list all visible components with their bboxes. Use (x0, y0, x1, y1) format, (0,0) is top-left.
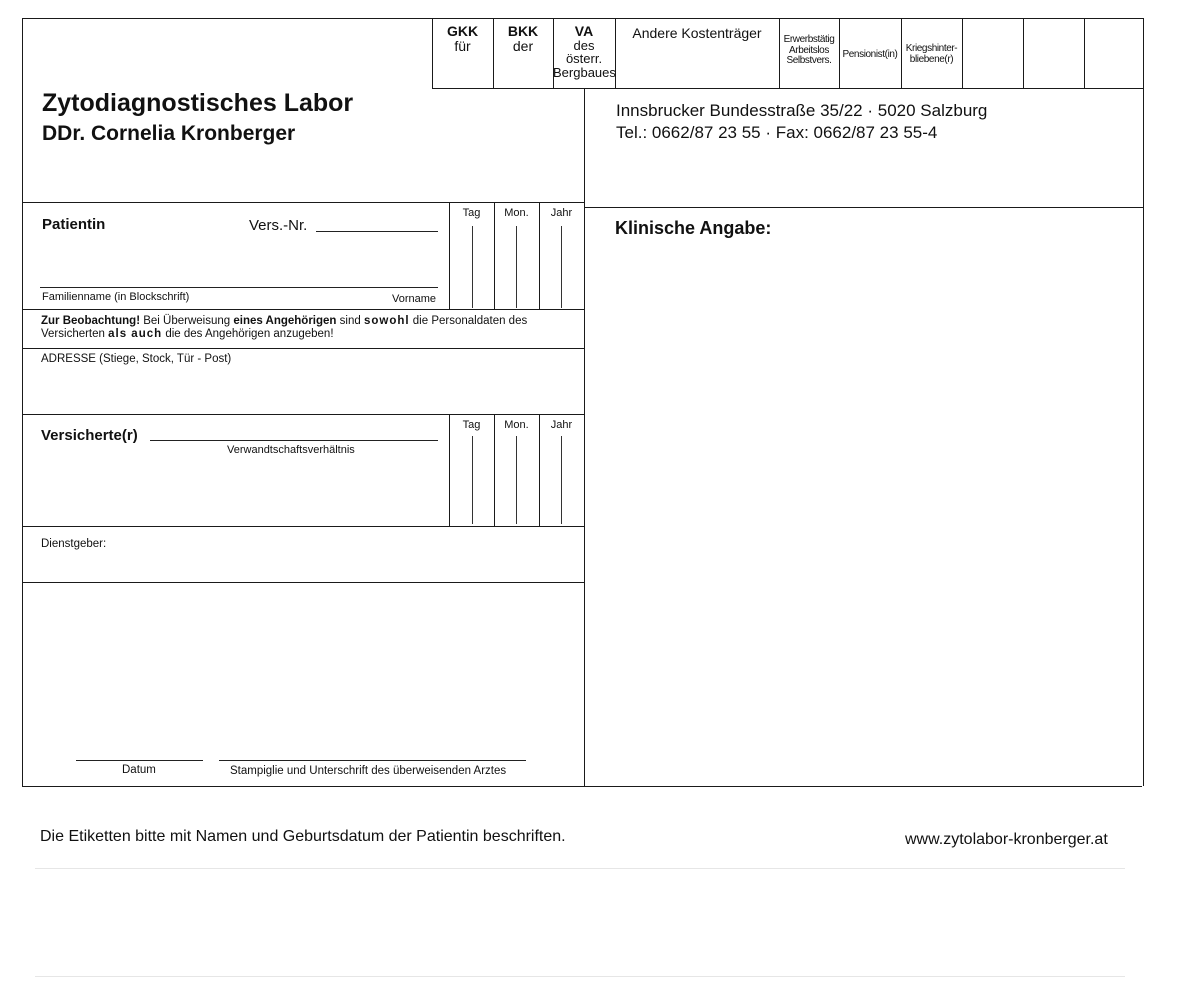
notice-b2: sowohl (363, 315, 410, 327)
dienstgeber-label: Dienstgeber: (41, 538, 107, 550)
vorname-label: Vorname (392, 293, 437, 305)
clinical-input-area[interactable] (590, 245, 1138, 781)
versicherte-birth-jahr-field[interactable] (540, 434, 584, 525)
lab-contact: Tel.: 0662/87 23 55 · Fax: 0662/87 23 55-4 (616, 123, 938, 142)
patient-birth-jahr-field[interactable] (540, 224, 584, 309)
versicherte-date-jahr-header: Jahr (550, 419, 573, 431)
notice-prefix: Zur Beobachtung! (41, 315, 141, 327)
notice-t2: sind (336, 315, 364, 327)
stamp-signature-field[interactable] (219, 760, 526, 761)
va-label: VA (574, 23, 594, 39)
coverage-andere[interactable] (615, 26, 779, 41)
footer-website[interactable]: www.zytolabor-kronberger.at (905, 831, 1108, 848)
coverage-empty-1[interactable] (962, 18, 1023, 88)
coverage-erwerbstaetig[interactable] (779, 35, 839, 67)
adresse-label: ADRESSE (Stiege, Stock, Tür - Post) (41, 353, 232, 365)
familienname-label: Familienname (in Blockschrift) (42, 291, 190, 303)
va-line2: des (573, 37, 595, 53)
coverage-gkk[interactable] (432, 24, 493, 53)
patient-date-mon-header: Mon. (504, 207, 529, 219)
krieg-line2: bliebene(r) (909, 53, 954, 65)
versicherte-heading: Versicherte(r) (41, 427, 138, 444)
bkk-sub: der (512, 37, 534, 54)
patient-heading: Patientin (42, 216, 106, 233)
coverage-krieg[interactable] (901, 44, 962, 65)
versicherte-relation-field[interactable] (150, 440, 438, 441)
lab-address: Innsbrucker Bundesstraße 35/22 · 5020 Salzburg (616, 101, 988, 120)
relation-label: Verwandtschaftsverhältnis (227, 444, 355, 456)
gkk-sub: für (454, 37, 471, 54)
lab-doctor: DDr. Cornelia Kronberger (42, 122, 296, 145)
erwerb-line1: Erwerbstätig (783, 34, 835, 45)
patient-birth-tag-field[interactable] (450, 224, 494, 309)
erwerb-line3: Selbstvers. (786, 55, 832, 66)
label-perforation-bottom (35, 976, 1125, 977)
notice-t3: die Personaldaten des Versicherten (41, 315, 528, 340)
patient-name-field[interactable] (40, 287, 438, 288)
dienstgeber-field[interactable] (110, 530, 580, 578)
patient-birth-mon-field[interactable] (495, 224, 539, 309)
footer-note: Die Etiketten bitte mit Namen und Geburtsdatum der Patientin beschriften. (40, 828, 566, 845)
notice-t1: Bei Überweisung (140, 315, 234, 327)
label-perforation-top (35, 868, 1125, 869)
erwerb-line2: Arbeitslos (789, 44, 829, 56)
versicherte-date-mon-header: Mon. (504, 419, 529, 431)
pensionist-label: Pensionist(in) (842, 49, 898, 60)
adresse-field[interactable] (24, 368, 583, 413)
va-line4: Bergbaues (553, 64, 616, 80)
vers-nr-label: Vers.-Nr. (249, 217, 308, 234)
coverage-bkk[interactable] (493, 24, 553, 53)
notice-b3: als auch (108, 328, 163, 340)
datum-field[interactable] (76, 760, 203, 761)
patient-date-jahr-header: Jahr (550, 207, 573, 219)
notice-text (41, 315, 571, 341)
vers-nr-field[interactable] (316, 231, 438, 232)
coverage-empty-2[interactable] (1023, 18, 1084, 88)
datum-label: Datum (122, 764, 156, 776)
versicherte-birth-mon-field[interactable] (495, 434, 539, 525)
clinical-heading: Klinische Angabe: (615, 218, 772, 238)
bkk-label: BKK (507, 23, 539, 39)
coverage-pensionist[interactable] (839, 50, 901, 61)
coverage-va[interactable] (553, 24, 615, 80)
notice-b1: eines Angehörigen (233, 315, 337, 327)
andere-label: Andere Kostenträger (632, 25, 762, 41)
stamp-label: Stampiglie und Unterschrift des überweisenden Arztes (230, 765, 507, 777)
krieg-line1: Kriegshinter- (905, 43, 958, 54)
versicherte-birth-tag-field[interactable] (450, 434, 494, 525)
versicherte-date-tag-header: Tag (462, 419, 481, 431)
notice-t4: die des Angehörigen anzugeben! (162, 328, 334, 340)
patient-date-tag-header: Tag (462, 207, 481, 219)
lab-name: Zytodiagnostisches Labor (42, 89, 354, 117)
gkk-label: GKK (446, 23, 479, 39)
coverage-empty-3[interactable] (1084, 18, 1143, 88)
va-line3: österr. (565, 51, 603, 67)
